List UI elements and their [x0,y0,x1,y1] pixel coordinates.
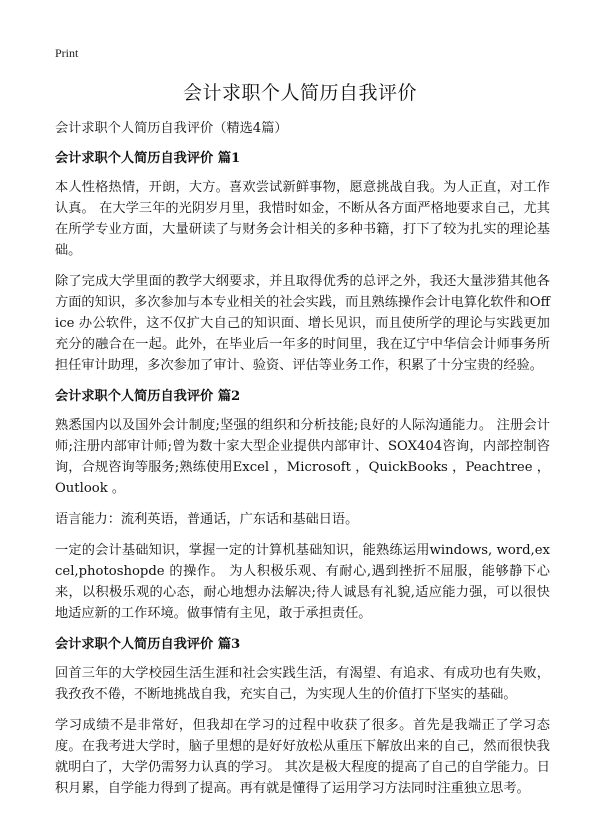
paragraph: 一定的会计基础知识，掌握一定的计算机基础知识，能熟练运用windows, word,excel,photoshopde 的操作。 为人积极乐观、有耐心,遇到挫折不屈服，能够静下心来，以积极乐观的心态，耐心地想办法解决;待人诚恳有礼貌,适应能力强，可以很快地适应新的工作环境。做事情有主见，敢于承担责任。 [55,543,550,621]
document-subtitle: 会计求职个人简历自我评价（精选4篇） [55,121,288,136]
paragraph: 语言能力：流利英语，普通话，广东话和基础日语。 [55,512,359,527]
paragraph: 本人性格热情，开朗，大方。喜欢尝试新鲜事物，愿意挑战自我。为人正直，对工作认真。 在大学三年的光阴岁月里，我惜时如金，不断从各方面严格地要求自己，尤其在所学专业方面，大量研读了与财务会计相关的多种书籍，打下了较为扎实的理论基础。 [55,180,550,258]
document-body [55,118,550,809]
section-1 [55,148,550,376]
section-heading: 会计求职个人简历自我评价 篇2 [55,389,241,404]
paragraph: 学习成绩不是非常好，但我却在学习的过程中收获了很多。首先是我端正了学习态度。在我考进大学时，脑子里想的是好好放松从重压下解放出来的自己，然而很快我就明白了，大学仍需努力认真的学习。 其次是极大程度的提高了自己的自学能力。日积月累，自学能力得到了提高。再有就是懂得了运用学习方法同时注重独立思考。 [55,718,550,796]
section-3 [55,634,550,799]
section-heading: 会计求职个人简历自我评价 篇1 [55,151,241,166]
document-title: 会计求职个人简历自我评价 [182,82,417,104]
paragraph: 回首三年的大学校园生活生涯和社会实践生活，有渴望、有追求、有成功也有失败，我孜孜不倦，不断地挑战自我，充实自己，为实现人生的价值打下坚实的基础。 [55,666,550,702]
print-link[interactable]: Print [55,46,79,60]
paragraph: 除了完成大学里面的教学大纲要求，并且取得优秀的总评之外，我还大量涉猎其他各方面的知识，多次参加与本专业相关的社会实践，而且熟练操作会计电算化软件和Office 办公软件，这不仅扩大自己的知识面、增长见识，而且使所学的理论与实践更加充分的融合在一起。此外，在毕业后一年多的时间里，我在辽宁中华信会计师事务所担任审计助理，多次参加了审计、验资、评估等业务工作，积累了十分宝贵的经验。 [55,274,550,373]
paragraph: 熟悉国内以及国外会计制度;坚强的组织和分析技能;良好的人际沟通能力。 注册会计师;注册内部审计师;曾为数十家大型企业提供内部审计、SOX404咨询，内部控制咨询，合规咨询等服务;熟练使用Excel ，Microsoft ，QuickBooks ，Peachtree ，Outlook 。 [55,418,550,496]
section-heading: 会计求职个人简历自我评价 篇3 [55,637,241,652]
section-2 [55,386,550,624]
